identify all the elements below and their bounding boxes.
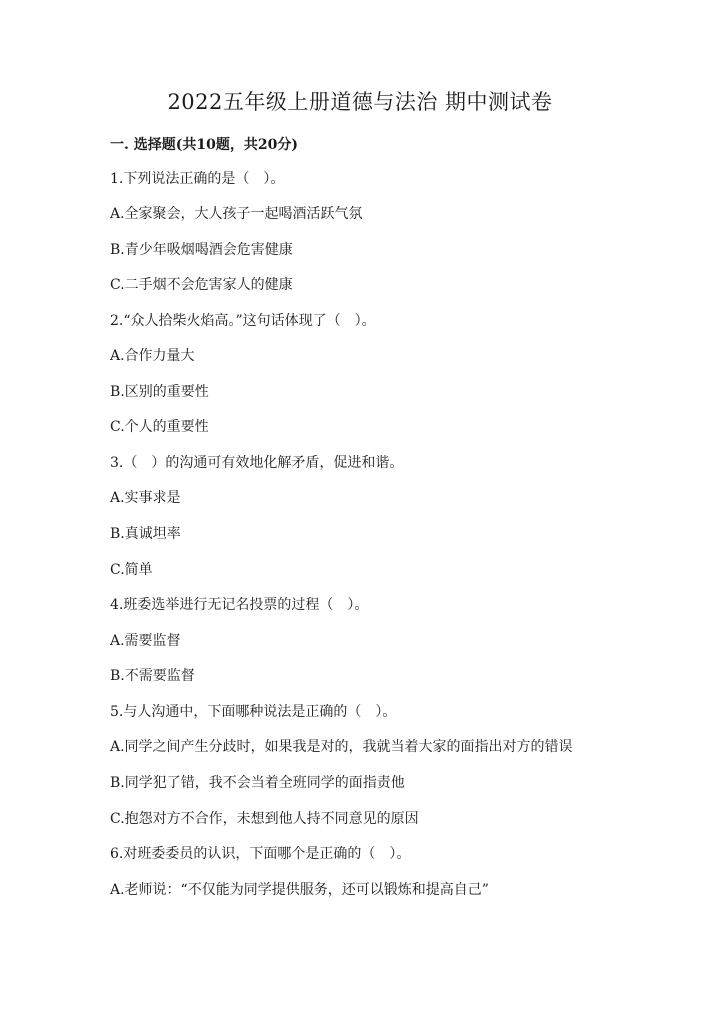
- question-5-option-a: A.同学之间产生分歧时，如果我是对的，我就当着大家的面指出对方的错误: [110, 739, 573, 755]
- page-title: 2022五年级上册道德与法治 期中测试卷: [167, 90, 553, 114]
- question-3-option-b: B.真诚坦率: [110, 526, 181, 542]
- question-2-option-a: A.合作力量大: [110, 348, 195, 364]
- section-heading: 一. 选择题(共10题，共20分): [110, 137, 298, 153]
- question-3-option-a: A.实事求是: [110, 490, 181, 506]
- question-2-option-c: C.个人的重要性: [110, 419, 209, 435]
- question-1-option-c: C.二手烟不会危害家人的健康: [110, 277, 293, 293]
- question-2-option-b: B.区别的重要性: [110, 384, 209, 400]
- question-4-option-b: B.不需要监督: [110, 668, 195, 684]
- question-4-option-a: A.需要监督: [110, 633, 181, 649]
- question-1-option-b: B.青少年吸烟喝酒会危害健康: [110, 242, 293, 258]
- question-1-option-a: A.全家聚会，大人孩子一起喝酒活跃气氛: [110, 206, 363, 222]
- question-4: 4.班委选举进行无记名投票的过程（ ）。: [110, 597, 369, 613]
- question-3-option-c: C.简单: [110, 562, 153, 578]
- question-2: 2.“众人拾柴火焰高。”这句话体现了（ ）。: [110, 313, 376, 329]
- question-5-option-c: C.抱怨对方不合作，未想到他人持不同意见的原因: [110, 811, 419, 827]
- question-5-option-b: B.同学犯了错，我不会当着全班同学的面指责他: [110, 775, 405, 791]
- question-6: 6.对班委委员的认识，下面哪个是正确的（ ）。: [110, 846, 411, 862]
- question-3: 3.（ ）的沟通可有效地化解矛盾，促进和谐。: [110, 455, 404, 471]
- question-5: 5.与人沟通中，下面哪种说法是正确的（ ）。: [110, 704, 397, 720]
- question-1: 1.下列说法正确的是（ ）。: [110, 171, 285, 187]
- question-6-option-a: A.老师说：“不仅能为同学提供服务，还可以锻炼和提高自己”: [110, 882, 489, 898]
